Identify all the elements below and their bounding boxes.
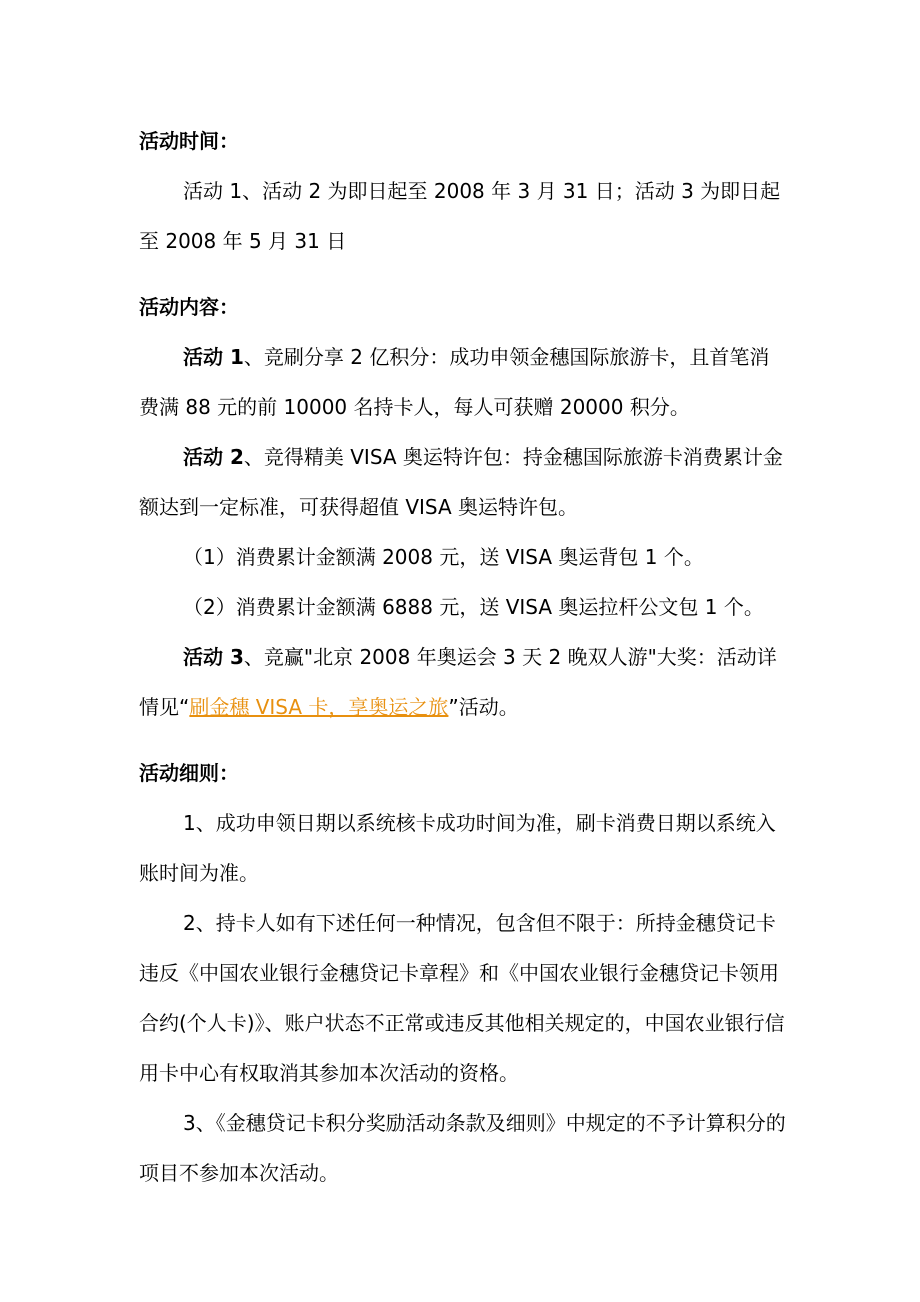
activity2-paragraph (139, 432, 789, 532)
time-paragraph: 活动 1、活动 2 为即日起至 2008 年 3 月 31 日；活动 3 为即日起至 2008 年 5 月 31 日 (139, 179, 781, 253)
rule-3: 3、《金穗贷记卡积分奖励活动条款及细则》中规定的不予计算积分的项目不参加本次活动。 (139, 1111, 786, 1185)
activity2-text: 、竞得精美 VISA 奥运特许包：持金穗国际旅游卡消费累计金额达到一定标准，可获得超值 VISA 奥运特许包。 (139, 445, 783, 519)
activity2-item-2: （2）消费累计金额满 6888 元，送 VISA 奥运拉杆公文包 1 个。 (183, 595, 764, 619)
rule-2: 2、持卡人如有下述任何一种情况，包含但不限于：所持金穗贷记卡违反《中国农业银行金穗贷记卡章程》和《中国农业银行金穗贷记卡领用合约(个人卡)》、账户状态不正常或违反其他相关规定的，中国农业银行信用卡中心有权取消其参加本次活动的资格。 (139, 911, 785, 1085)
activity3-link[interactable]: 刷金穗 VISA 卡，享奥运之旅 (189, 695, 449, 719)
section-gap (139, 266, 789, 282)
activity1-paragraph (139, 332, 789, 432)
content-heading: 活动内容： (139, 295, 239, 319)
section-gap (139, 732, 789, 748)
activity3-label: 活动 3 (183, 645, 244, 669)
activity1-label: 活动 1 (183, 345, 244, 369)
activity2-item-1: （1）消费累计金额满 2008 元，送 VISA 奥运背包 1 个。 (183, 545, 704, 569)
time-heading: 活动时间： (139, 129, 239, 153)
activity2-label: 活动 2 (183, 445, 244, 469)
rule-1: 1、成功申领日期以系统核卡成功时间为准，刷卡消费日期以系统入账时间为准。 (139, 811, 776, 885)
activity3-text-before: 、竞赢"北京 2008 年奥运会 3 天 2 晚双人游"大奖：活动详情见“ (139, 645, 777, 719)
activity3-text-after: ”活动。 (448, 695, 519, 719)
document-body (139, 116, 789, 1198)
activity3-paragraph (139, 632, 789, 732)
rules-heading: 活动细则： (139, 761, 239, 785)
activity1-text: 、竞刷分享 2 亿积分：成功申领金穗国际旅游卡，且首笔消费满 88 元的前 10000 名持卡人，每人可获赠 20000 积分。 (139, 345, 770, 419)
